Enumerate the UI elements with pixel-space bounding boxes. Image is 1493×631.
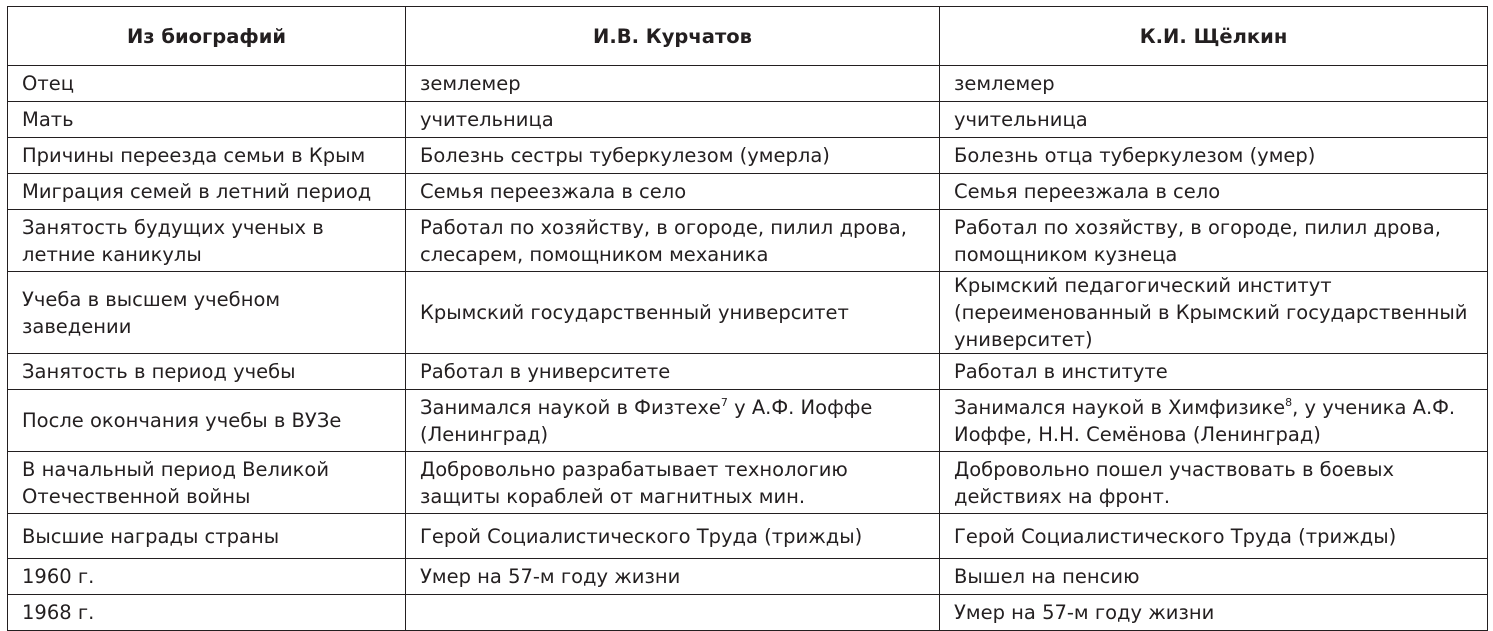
row-label: Отец (8, 66, 406, 102)
shchelkin-text-start: Занимался наукой в Химфизике (954, 395, 1286, 419)
header-shchelkin: К.И. Щёлкин (940, 7, 1488, 66)
row-label: 1960 г. (8, 559, 406, 595)
kurchatov-text-end: у А.Ф. Иоффе (Ленинград) (420, 395, 873, 446)
table-header-row (8, 7, 1488, 66)
table-row (8, 354, 1488, 390)
table-row (8, 595, 1488, 631)
biography-comparison-table (7, 6, 1488, 631)
row-label: Причины переезда семьи в Крым (8, 138, 406, 174)
kurchatov-cell: землемер (406, 66, 940, 102)
table-row (8, 138, 1488, 174)
kurchatov-cell (406, 595, 940, 631)
footnote-mark: 8 (1285, 395, 1293, 409)
table-row (8, 390, 1488, 452)
table-row (8, 66, 1488, 102)
shchelkin-cell: землемер (940, 66, 1488, 102)
table-row (8, 174, 1488, 210)
kurchatov-cell: Болезнь сестры туберкулезом (умерла) (406, 138, 940, 174)
shchelkin-cell: Работал в институте (940, 354, 1488, 390)
table-row (8, 272, 1488, 354)
shchelkin-cell: Вышел на пенсию (940, 559, 1488, 595)
row-label: В начальный период Великой Отечественной войны (8, 452, 406, 514)
kurchatov-cell: Добровольно разрабатывает технологию защиты кораблей от магнитных мин. (406, 452, 940, 514)
shchelkin-cell: Болезнь отца туберкулезом (умер) (940, 138, 1488, 174)
table-row (8, 102, 1488, 138)
table-row (8, 514, 1488, 559)
row-label: Мать (8, 102, 406, 138)
row-label: Учеба в высшем учебном заведении (8, 272, 406, 354)
shchelkin-cell: Семья переезжала в село (940, 174, 1488, 210)
kurchatov-cell: Крымский государственный университет (406, 272, 940, 354)
header-kurchatov: И.В. Курчатов (406, 7, 940, 66)
table-row (8, 210, 1488, 272)
shchelkin-cell: Добровольно пошел участвовать в боевых действиях на фронт. (940, 452, 1488, 514)
shchelkin-cell: Умер на 57-м году жизни (940, 595, 1488, 631)
shchelkin-cell: Работал по хозяйству, в огороде, пилил дрова, помощником кузнеца (940, 210, 1488, 272)
kurchatov-text-start: Занимался наукой в Физтехе (420, 395, 721, 419)
kurchatov-cell: Семья переезжала в село (406, 174, 940, 210)
row-label: Высшие награды страны (8, 514, 406, 559)
kurchatov-cell: Работал в университете (406, 354, 940, 390)
row-label: Миграция семей в летний период (8, 174, 406, 210)
table-row (8, 452, 1488, 514)
shchelkin-cell (940, 390, 1488, 452)
kurchatov-cell: Герой Социалистического Труда (трижды) (406, 514, 940, 559)
kurchatov-cell: учительница (406, 102, 940, 138)
shchelkin-cell: учительница (940, 102, 1488, 138)
table-row (8, 559, 1488, 595)
row-label: Занятость будущих ученых в летние каникулы (8, 210, 406, 272)
shchelkin-text-end: , у ученика А.Ф. Иоффе, Н.Н. Семёнова (Ленинград) (954, 395, 1456, 446)
kurchatov-cell (406, 390, 940, 452)
shchelkin-cell: Крымский педагогический институт (переименованный в Крымский государственный университет) (940, 272, 1488, 354)
row-label: 1968 г. (8, 595, 406, 631)
kurchatov-cell: Умер на 57-м году жизни (406, 559, 940, 595)
row-label: После окончания учебы в ВУЗе (8, 390, 406, 452)
header-category: Из биографий (8, 7, 406, 66)
row-label: Занятость в период учебы (8, 354, 406, 390)
kurchatov-cell: Работал по хозяйству, в огороде, пилил дрова, слесарем, помощником механика (406, 210, 940, 272)
shchelkin-cell: Герой Социалистического Труда (трижды) (940, 514, 1488, 559)
footnote-mark: 7 (720, 395, 728, 409)
